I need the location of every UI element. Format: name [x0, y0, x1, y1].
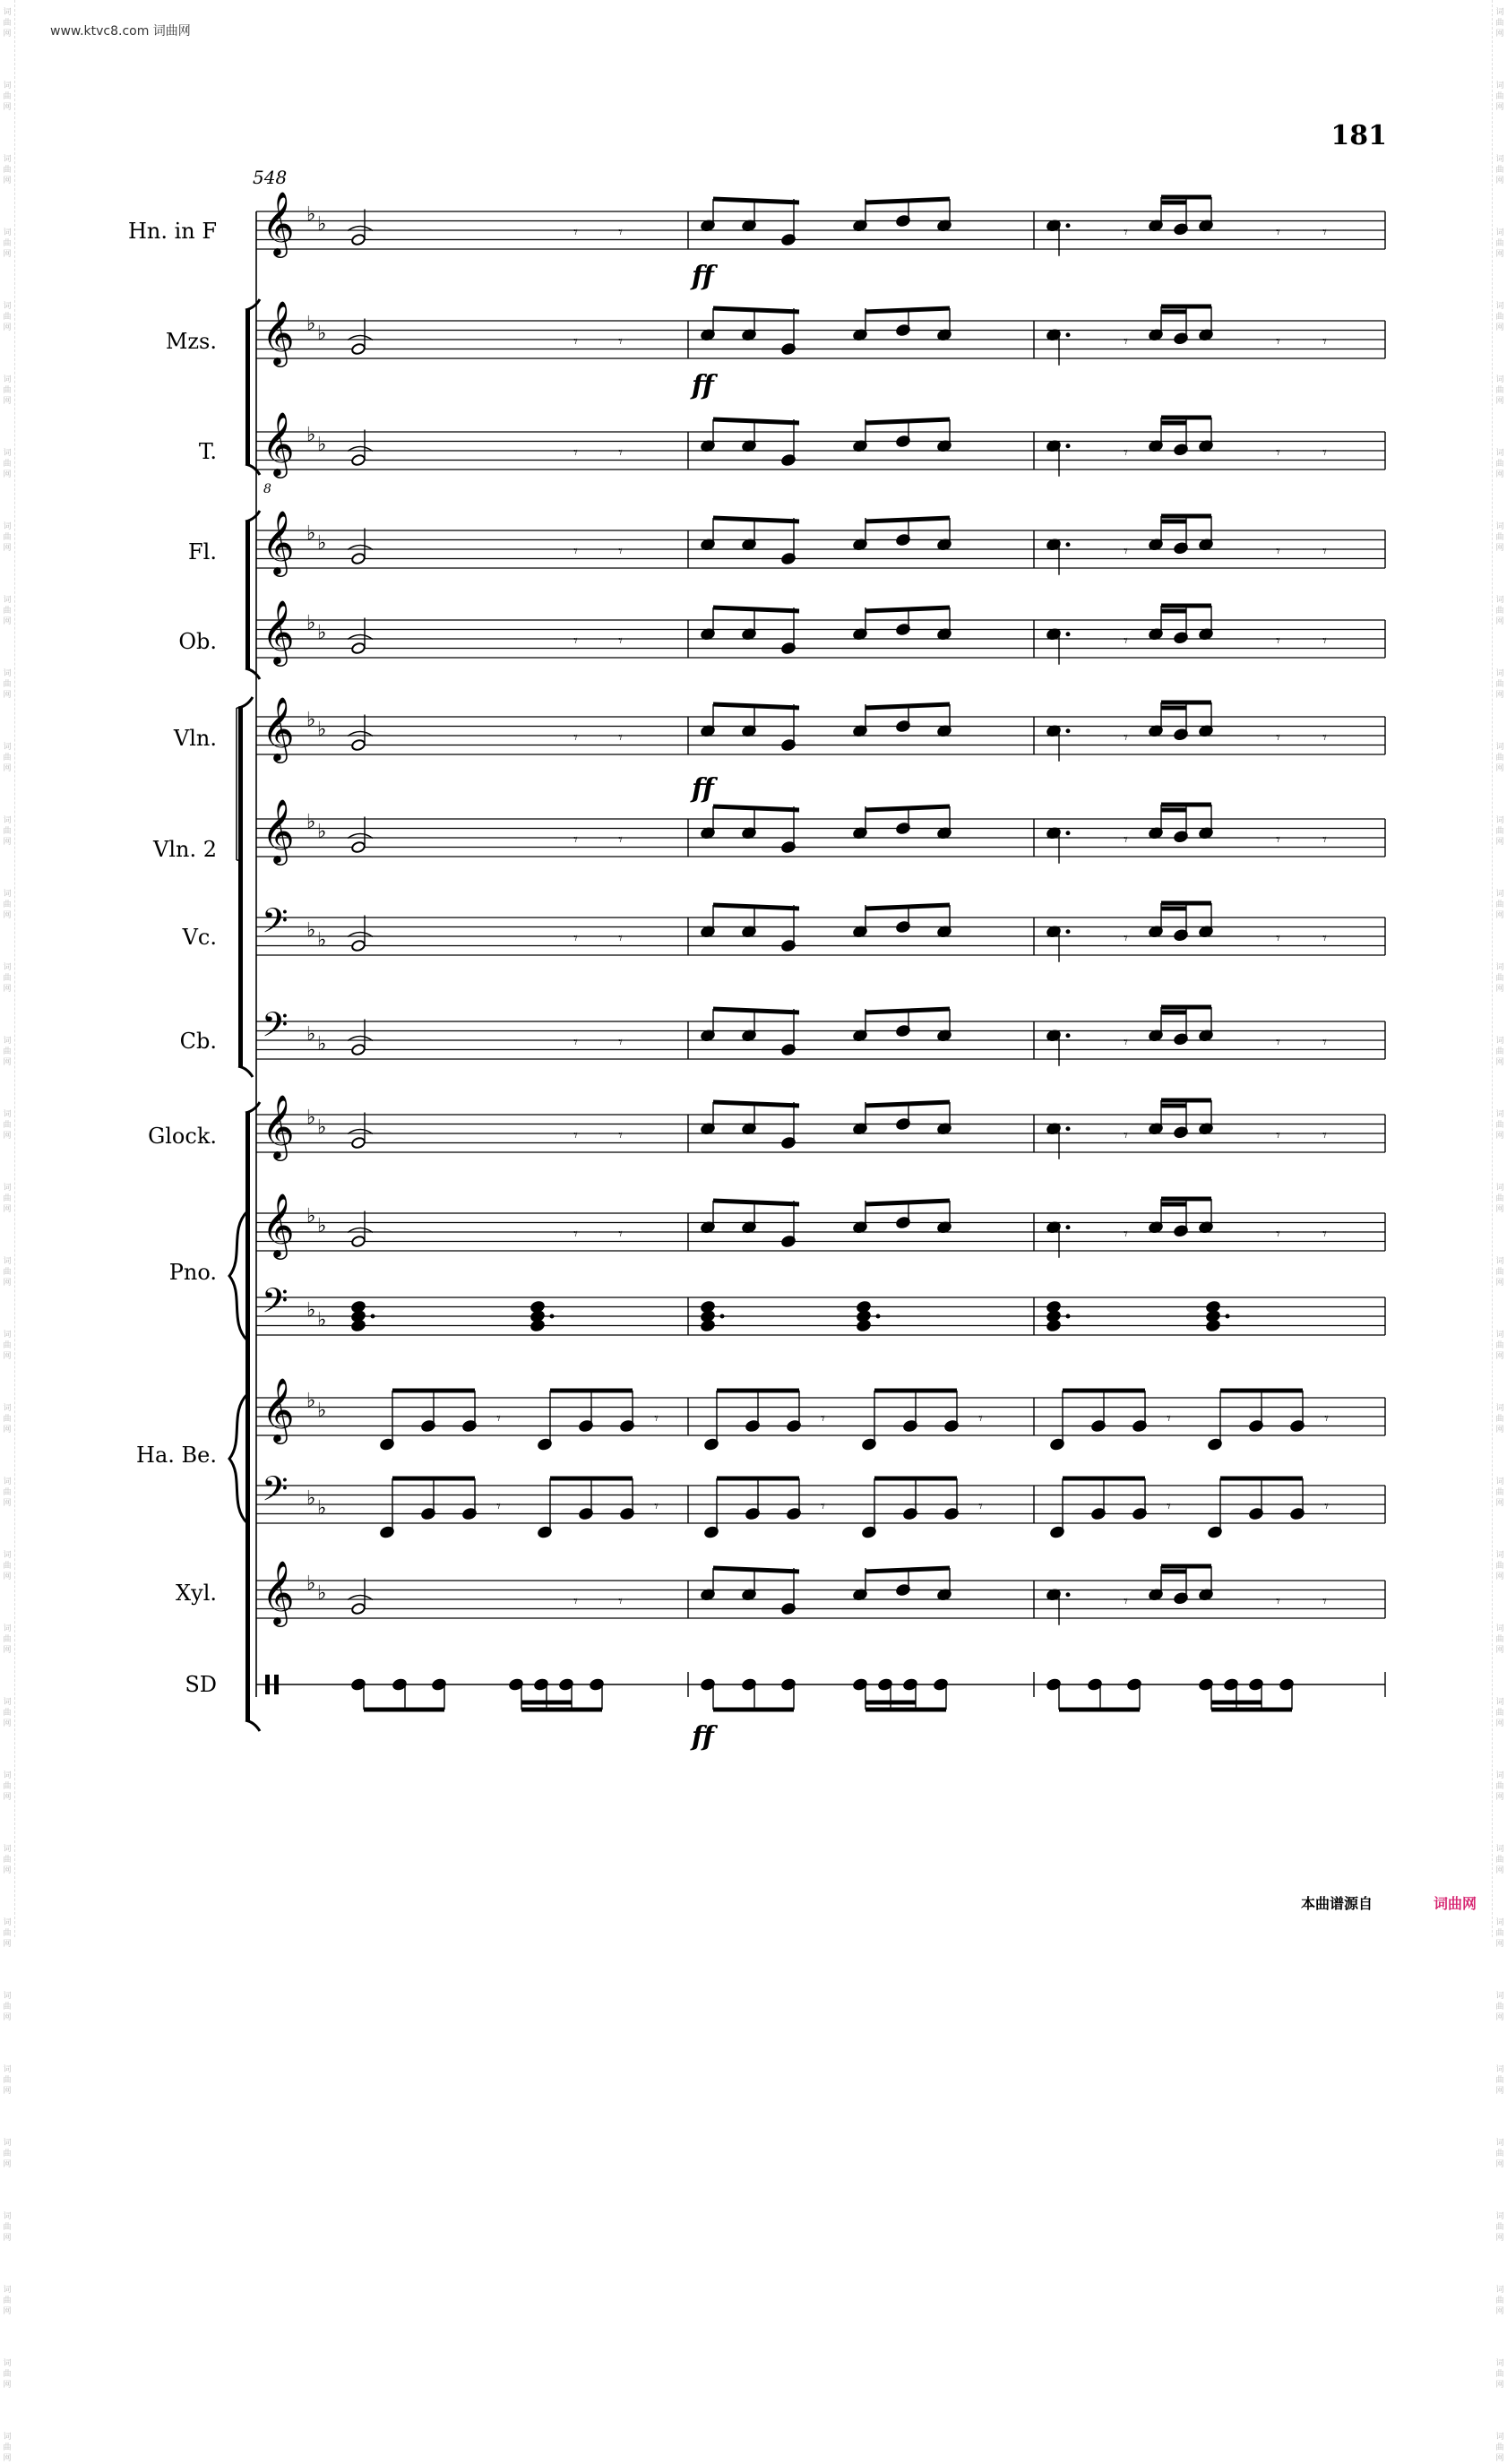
- augmentation-dot: [1066, 1033, 1071, 1038]
- note-beam: [865, 806, 950, 810]
- flat-icon: ♭: [306, 1205, 316, 1228]
- eighth-rest: 𝄾: [821, 1409, 825, 1428]
- percussion-clef: [265, 1675, 270, 1694]
- eighth-rest: 𝄾: [618, 223, 623, 242]
- augmentation-dot: [1066, 444, 1071, 448]
- note-head: [351, 738, 366, 751]
- treble-clef-icon: 𝄞: [262, 599, 295, 664]
- flat-icon: ♭: [306, 612, 316, 634]
- eighth-rest: 𝄾: [1124, 223, 1128, 242]
- eighth-rest: 𝄾: [1324, 1497, 1329, 1516]
- treble-clef-icon: 𝄞: [262, 1192, 295, 1257]
- treble-clef-icon: 𝄞: [262, 797, 295, 863]
- flat-icon: ♭: [317, 1033, 327, 1055]
- eighth-rest: 𝄾: [618, 728, 623, 747]
- note-head: [351, 1319, 366, 1331]
- augmentation-dot: [1226, 1314, 1230, 1319]
- watermark-url: www.ktvc8.com 词曲网: [50, 24, 191, 39]
- instrument-label: Xyl.: [176, 1581, 217, 1606]
- eighth-rest: 𝄾: [1124, 1033, 1128, 1052]
- eighth-rest: 𝄾: [618, 1126, 623, 1145]
- note-beam: [713, 199, 799, 202]
- eighth-rest: 𝄾: [573, 332, 578, 351]
- flat-icon: ♭: [317, 719, 327, 741]
- flat-icon: ♭: [317, 622, 327, 644]
- eighth-rest: 𝄾: [654, 1497, 659, 1516]
- eighth-rest: 𝄾: [1124, 929, 1128, 948]
- flat-icon: ♭: [306, 1107, 316, 1129]
- flat-icon: ♭: [317, 213, 327, 236]
- instrument-label: Cb.: [179, 1029, 217, 1054]
- note-beam: [713, 1568, 799, 1572]
- eighth-rest: 𝄾: [618, 831, 623, 849]
- dynamic-marking: ff: [692, 370, 714, 401]
- eighth-rest: 𝄾: [618, 332, 623, 351]
- note-beam: [865, 518, 950, 521]
- instrument-label: Vln. 2: [153, 837, 217, 862]
- brace-icon: [229, 1394, 247, 1523]
- note-beam: [865, 1009, 950, 1012]
- eighth-rest: 𝄾: [618, 1225, 623, 1244]
- left-edge-strip: 词曲网 词曲网 词曲网 词曲网 词曲网 词曲网 词曲网 词曲网 词曲网 词曲网 词曲网 词曲网 词曲网 词曲网 词曲网 词曲网 词曲网 词曲网 词曲网 词曲网 词曲网 词曲网 词曲网 词曲网 词曲网 词曲网 词曲网 词曲网 词曲网 词曲网 词曲网 词曲网 词曲网 词曲网: [0, 0, 15, 1937]
- eighth-rest: 𝄾: [1276, 223, 1280, 242]
- bracket-hook: [245, 1720, 260, 1731]
- eighth-rest: 𝄾: [573, 1126, 578, 1145]
- eighth-rest: 𝄾: [1276, 332, 1280, 351]
- eighth-rest: 𝄾: [1276, 1033, 1280, 1052]
- eighth-rest: 𝄾: [1124, 728, 1128, 747]
- treble-clef-icon: 𝄞: [262, 1376, 295, 1442]
- eighth-rest: 𝄾: [496, 1497, 501, 1516]
- note-head: [857, 1319, 872, 1331]
- right-edge-strip: 词曲网 词曲网 词曲网 词曲网 词曲网 词曲网 词曲网 词曲网 词曲网 词曲网 词曲网 词曲网 词曲网 词曲网 词曲网 词曲网 词曲网 词曲网 词曲网 词曲网 词曲网 词曲网 词曲网 词曲网 词曲网 词曲网 词曲网 词曲网 词曲网 词曲网 词曲网 词曲网 词曲网 词曲网: [1492, 0, 1507, 1937]
- eighth-rest: 𝄾: [496, 1409, 501, 1428]
- eighth-rest: 𝄾: [1276, 728, 1280, 747]
- flat-icon: ♭: [317, 434, 327, 456]
- dynamic-marking: ff: [692, 773, 714, 805]
- bracket: [238, 708, 243, 1066]
- eighth-rest: 𝄾: [573, 831, 578, 849]
- instrument-label: Fl.: [188, 539, 217, 564]
- footer-brand-link[interactable]: 词曲网: [1434, 1895, 1477, 1912]
- flat-icon: ♭: [317, 1116, 327, 1139]
- note-head: [351, 840, 366, 853]
- dynamic-marking: ff: [692, 1721, 714, 1753]
- treble-clef-icon: 𝄞: [262, 410, 295, 476]
- note-head: [351, 1602, 366, 1615]
- eighth-rest: 𝄾: [1276, 929, 1280, 948]
- flat-icon: ♭: [306, 522, 316, 545]
- note-beam: [713, 1009, 799, 1012]
- flat-icon: ♭: [317, 532, 327, 555]
- eighth-rest: 𝄾: [1322, 223, 1327, 242]
- eighth-rest: 𝄾: [1322, 831, 1327, 849]
- instrument-label: Glock.: [148, 1124, 217, 1149]
- measure-number: 548: [253, 167, 288, 188]
- note-head: [351, 552, 366, 564]
- flat-icon: ♭: [317, 821, 327, 843]
- percussion-clef: [274, 1675, 279, 1694]
- eighth-rest: 𝄾: [573, 1592, 578, 1611]
- bass-clef-icon: 𝄢: [262, 1004, 288, 1053]
- eighth-rest: 𝄾: [1124, 542, 1128, 561]
- note-head: [351, 1136, 366, 1149]
- brace-icon: [229, 1211, 247, 1340]
- treble-clef-icon: 𝄞: [262, 509, 295, 574]
- flat-icon: ♭: [306, 313, 316, 335]
- bracket: [245, 1113, 250, 1720]
- augmentation-dot: [1066, 929, 1071, 934]
- flat-icon: ♭: [317, 1215, 327, 1237]
- treble-clef-icon: 𝄞: [262, 299, 295, 365]
- treble-clef-icon: 𝄞: [262, 1559, 295, 1624]
- note-beam: [713, 806, 799, 810]
- eighth-rest: 𝄾: [1124, 1592, 1128, 1611]
- clef-octave-mark: 8: [263, 482, 271, 496]
- augmentation-dot: [1066, 542, 1071, 547]
- eighth-rest: 𝄾: [1276, 1592, 1280, 1611]
- note-beam: [865, 704, 950, 708]
- bass-clef-icon: 𝄢: [262, 900, 288, 949]
- note-beam: [865, 308, 950, 312]
- instrument-label: T.: [198, 439, 217, 464]
- eighth-rest: 𝄾: [1124, 1126, 1128, 1145]
- augmentation-dot: [1066, 1225, 1071, 1229]
- note-head: [1206, 1319, 1221, 1331]
- footer-source-text: 本曲谱源自: [1301, 1895, 1374, 1912]
- eighth-rest: 𝄾: [1276, 444, 1280, 462]
- flat-icon: ♭: [306, 811, 316, 833]
- note-head: [1046, 1319, 1062, 1331]
- eighth-rest: 𝄾: [573, 542, 578, 561]
- eighth-rest: 𝄾: [654, 1409, 659, 1428]
- note-beam: [713, 308, 799, 312]
- eighth-rest: 𝄾: [1124, 1225, 1128, 1244]
- eighth-rest: 𝄾: [1322, 1033, 1327, 1052]
- augmentation-dot: [720, 1314, 725, 1319]
- bracket-hook: [238, 697, 253, 708]
- note-beam: [865, 1102, 950, 1106]
- augmentation-dot: [550, 1314, 555, 1319]
- eighth-rest: 𝄾: [1124, 444, 1128, 462]
- eighth-rest: 𝄾: [1322, 542, 1327, 561]
- note-beam: [713, 518, 799, 521]
- instrument-label: Hn. in F: [127, 219, 217, 244]
- bracket-hook: [245, 668, 260, 679]
- note-beam: [713, 905, 799, 909]
- eighth-rest: 𝄾: [1276, 1225, 1280, 1244]
- augmentation-dot: [876, 1314, 881, 1319]
- note-beam: [713, 1201, 799, 1204]
- eighth-rest: 𝄾: [1322, 728, 1327, 747]
- flat-icon: ♭: [306, 919, 316, 942]
- flat-icon: ♭: [317, 323, 327, 345]
- bracket-hook: [245, 299, 260, 310]
- flat-icon: ♭: [306, 709, 316, 731]
- augmentation-dot: [1066, 728, 1071, 733]
- note-head: [351, 342, 366, 355]
- flat-icon: ♭: [317, 929, 327, 952]
- eighth-rest: 𝄾: [618, 632, 623, 650]
- eighth-rest: 𝄾: [1322, 929, 1327, 948]
- eighth-rest: 𝄾: [618, 1033, 623, 1052]
- treble-clef-icon: 𝄞: [262, 1093, 295, 1159]
- instrument-label: Vln.: [173, 726, 217, 751]
- bracket-hook: [238, 1066, 253, 1077]
- note-beam: [865, 1568, 950, 1572]
- note-beam: [865, 199, 950, 202]
- flat-icon: ♭: [306, 1390, 316, 1412]
- augmentation-dot: [1066, 1592, 1071, 1597]
- eighth-rest: 𝄾: [1276, 542, 1280, 561]
- note-head: [351, 1235, 366, 1247]
- eighth-rest: 𝄾: [1322, 632, 1327, 650]
- note-beam: [865, 419, 950, 423]
- flat-icon: ♭: [306, 1023, 316, 1046]
- flat-icon: ♭: [306, 424, 316, 446]
- note-head: [351, 233, 366, 246]
- note-beam: [865, 1201, 950, 1204]
- eighth-rest: 𝄾: [1322, 444, 1327, 462]
- bracket-hook: [245, 1102, 260, 1113]
- flat-icon: ♭: [306, 1487, 316, 1510]
- eighth-rest: 𝄾: [1124, 332, 1128, 351]
- eighth-rest: 𝄾: [1322, 1126, 1327, 1145]
- note-head: [701, 1319, 716, 1331]
- eighth-rest: 𝄾: [1276, 831, 1280, 849]
- note-beam: [865, 905, 950, 909]
- flat-icon: ♭: [306, 1572, 316, 1595]
- flat-icon: ♭: [306, 203, 316, 226]
- dynamic-marking: ff: [692, 261, 714, 292]
- eighth-rest: 𝄾: [573, 1225, 578, 1244]
- instrument-label: Pno.: [168, 1260, 217, 1285]
- eighth-rest: 𝄾: [978, 1409, 983, 1428]
- eighth-rest: 𝄾: [573, 632, 578, 650]
- treble-clef-icon: 𝄞: [262, 695, 295, 761]
- eighth-rest: 𝄾: [1167, 1497, 1171, 1516]
- augmentation-dot: [371, 1314, 375, 1319]
- eighth-rest: 𝄾: [618, 1592, 623, 1611]
- eighth-rest: 𝄾: [1322, 1225, 1327, 1244]
- instrument-label: Mzs.: [165, 329, 217, 354]
- eighth-rest: 𝄾: [1124, 831, 1128, 849]
- bracket-hook: [245, 511, 260, 521]
- eighth-rest: 𝄾: [1167, 1409, 1171, 1428]
- augmentation-dot: [1066, 332, 1071, 337]
- bracket: [245, 310, 250, 464]
- note-head: [351, 642, 366, 654]
- note-beam: [713, 419, 799, 423]
- page-number: 181: [1330, 120, 1387, 151]
- eighth-rest: 𝄾: [573, 929, 578, 948]
- bass-clef-icon: 𝄢: [262, 1469, 288, 1517]
- instrument-label: Ob.: [178, 629, 217, 654]
- flat-icon: ♭: [317, 1497, 327, 1520]
- instrument-label: Vc.: [182, 925, 217, 950]
- flat-icon: ♭: [306, 1299, 316, 1322]
- eighth-rest: 𝄾: [573, 223, 578, 242]
- note-beam: [713, 704, 799, 708]
- note-head: [351, 453, 366, 466]
- treble-clef-icon: 𝄞: [262, 190, 295, 255]
- eighth-rest: 𝄾: [573, 444, 578, 462]
- eighth-rest: 𝄾: [1276, 1126, 1280, 1145]
- eighth-rest: 𝄾: [573, 728, 578, 747]
- instrument-label: SD: [185, 1672, 217, 1697]
- augmentation-dot: [1066, 1314, 1071, 1319]
- eighth-rest: 𝄾: [1124, 632, 1128, 650]
- eighth-rest: 𝄾: [618, 929, 623, 948]
- eighth-rest: 𝄾: [618, 444, 623, 462]
- note-beam: [713, 607, 799, 611]
- eighth-rest: 𝄾: [1322, 1592, 1327, 1611]
- eighth-rest: 𝄾: [821, 1497, 825, 1516]
- bracket: [245, 521, 250, 668]
- eighth-rest: 𝄾: [573, 1033, 578, 1052]
- note-head: [351, 1043, 366, 1055]
- bass-clef-icon: 𝄢: [262, 1280, 288, 1329]
- eighth-rest: 𝄾: [1324, 1409, 1329, 1428]
- note-beam: [713, 1102, 799, 1106]
- augmentation-dot: [1066, 223, 1071, 228]
- eighth-rest: 𝄾: [1276, 632, 1280, 650]
- augmentation-dot: [1066, 831, 1071, 835]
- flat-icon: ♭: [317, 1582, 327, 1605]
- eighth-rest: 𝄾: [618, 542, 623, 561]
- note-beam: [865, 607, 950, 611]
- note-head: [530, 1319, 546, 1331]
- eighth-rest: 𝄾: [978, 1497, 983, 1516]
- note-head: [351, 939, 366, 952]
- instrument-label: Ha. Be.: [136, 1443, 217, 1468]
- augmentation-dot: [1066, 632, 1071, 636]
- flat-icon: ♭: [317, 1309, 327, 1331]
- eighth-rest: 𝄾: [1322, 332, 1327, 351]
- flat-icon: ♭: [317, 1400, 327, 1422]
- augmentation-dot: [1066, 1126, 1071, 1131]
